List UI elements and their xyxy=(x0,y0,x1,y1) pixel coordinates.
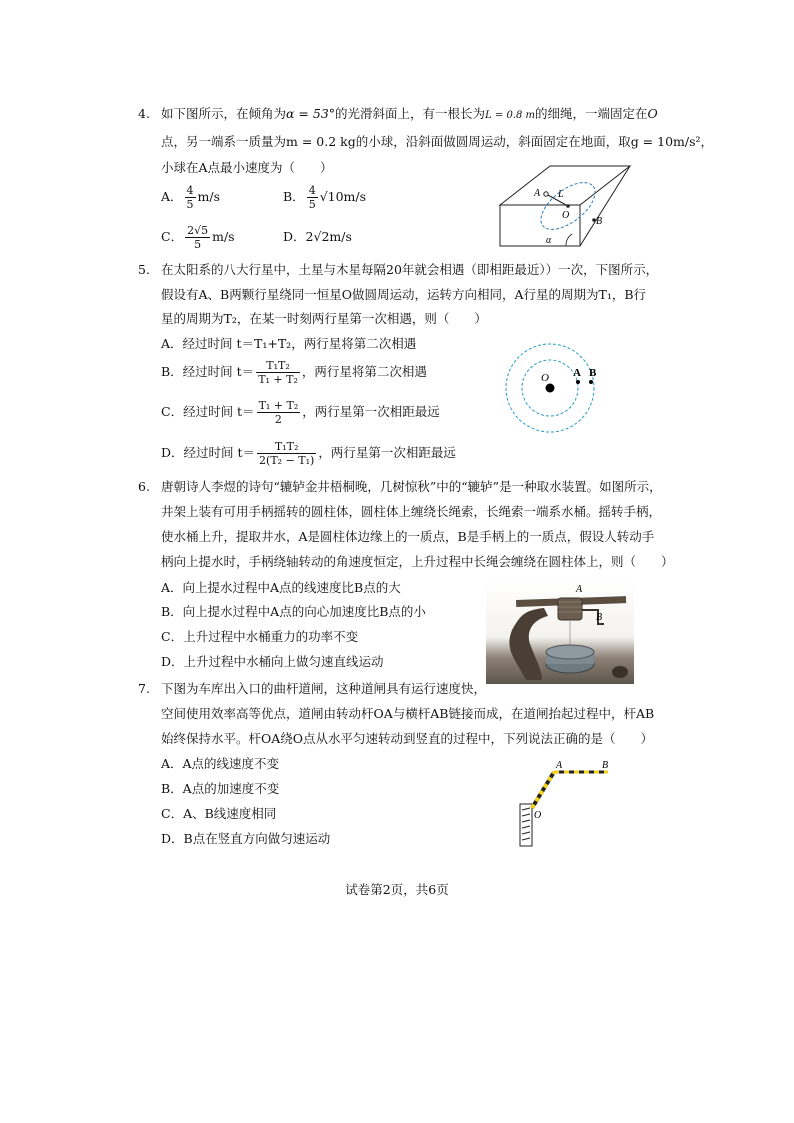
q6-line4: 柄向上提水时，手柄绕轴转动的角速度恒定，上升过程中长绳会缠绕在圆柱体上，则（ ） xyxy=(161,554,674,569)
q5-option-b xyxy=(161,355,427,389)
q4-line1 xyxy=(161,102,658,128)
q5-option-c-num: T₁ + T₂ xyxy=(258,399,299,412)
q4-option-c-fraction xyxy=(185,224,210,251)
q5-option-c-den: 2 xyxy=(274,413,282,426)
q4-option-d-text: 2√2m/s xyxy=(305,229,352,244)
q4-label-a: A xyxy=(534,188,541,199)
q4-option-c-unit: m/s xyxy=(212,229,235,244)
q4-option-b-num: 4 xyxy=(308,184,316,197)
q4-option-a-unit: m/s xyxy=(197,189,221,204)
q6-line1: 唐朝诗人李煜的诗句“辘轳金井梧桐晚，几树惊秋”中的“辘轳”是一种取水装置。如图所示， xyxy=(161,479,662,494)
q5-option-b-fraction xyxy=(256,359,300,386)
q5-line1: 在太阳系的八大行星中，土星与木星每隔20年就会相遇（即相距最近））一次，下图所示， xyxy=(161,262,659,277)
q7-post-hatch xyxy=(522,814,530,816)
q6-line3: 使水桶上升，提取井水，A是圆柱体边缘上的一质点，B是手柄上的一质点，假设人转动手 xyxy=(161,529,655,544)
q4-label-l: L xyxy=(558,189,564,200)
q6-bucket xyxy=(612,666,628,678)
q4-label-o: O xyxy=(562,210,570,221)
q4-option-b-label: B． xyxy=(283,189,305,204)
q7-post-hatch xyxy=(522,832,530,834)
q7-gate-post xyxy=(520,804,532,846)
q7-gate-figure xyxy=(512,758,622,848)
q4-option-a xyxy=(161,182,220,212)
q5-option-d-pre: D．经过时间 t＝ xyxy=(161,445,256,460)
q5-planet-b xyxy=(589,380,593,384)
q4-point-o xyxy=(566,204,570,208)
q5-option-d-den: 2(T₂ − T₁) xyxy=(259,454,315,467)
q4-incline-figure xyxy=(490,160,638,252)
q7-label-b: B xyxy=(602,760,609,771)
q4-option-d-label: D． xyxy=(283,229,306,244)
q5-option-c-pre: C．经过时间 t＝ xyxy=(161,404,255,419)
q4-option-c-num: 2√5 xyxy=(187,224,209,237)
q6-drum xyxy=(558,598,582,620)
q4-string xyxy=(546,194,568,206)
q5-line3: 星的周期为T₂，在某一时刻两行星第一次相遇，则（ ） xyxy=(161,311,487,326)
q6-option-a: A．向上提水过程中A点的线速度比B点的大 xyxy=(161,580,401,595)
q5-option-a: A．经过时间 t＝T₁+T₂，两行星将第二次相遇 xyxy=(161,336,417,351)
q5-option-c xyxy=(161,395,440,429)
q4-option-d xyxy=(283,222,352,252)
q4-line1-c: 的细绳，一端固定在 xyxy=(535,106,648,121)
q5-option-c-fraction xyxy=(257,399,301,426)
q5-option-d-post: ，两行星第一次相距最远 xyxy=(318,445,456,460)
q4-length: L = 0.8 m xyxy=(485,110,536,121)
q4-line1-b: 的光滑斜面上，有一根长为 xyxy=(335,106,486,121)
q4-ball-a xyxy=(544,192,548,196)
q4-option-c-label: C． xyxy=(161,229,184,244)
q4-label-alpha: α xyxy=(546,235,552,246)
q4-option-b xyxy=(283,182,366,212)
q7-post-hatch xyxy=(522,820,530,822)
q6-label-b: B xyxy=(596,612,603,623)
q7-label-o: O xyxy=(534,810,542,821)
q4-angle: α = 53° xyxy=(286,106,336,121)
q4-angle-arc xyxy=(566,234,572,246)
q5-option-b-num: T₁T₂ xyxy=(256,359,300,373)
q7-option-c: C．A、B线速度相同 xyxy=(161,806,277,821)
q4-option-c-den: 5 xyxy=(194,238,202,251)
q5-option-b-post: ，两行星将第二次相遇 xyxy=(301,364,427,379)
q6-option-c: C．上升过程中水桶重力的功率不变 xyxy=(161,629,359,644)
q5-label-a: A xyxy=(573,367,581,379)
q5-label-b: B xyxy=(589,367,597,379)
q4-line3: 小球在A点最小速度为（ ） xyxy=(161,160,333,175)
q6-number: 6. xyxy=(138,479,150,494)
q4-label-b: B xyxy=(596,216,603,227)
q5-line2: 假设有A、B两颗行星绕同一恒星O做圆周运动，运转方向相同，A行星的周期为T₁，B行 xyxy=(161,287,647,302)
q5-option-d-num: T₁T₂ xyxy=(257,440,316,454)
q7-label-a: A xyxy=(556,760,563,771)
q7-post-hatch xyxy=(522,826,530,828)
q4-option-a-fraction xyxy=(185,184,196,211)
q6-label-a: A xyxy=(576,584,583,595)
q5-label-o: O xyxy=(541,372,549,384)
q4-line2: 点，另一端系一质量为m = 0.2 kg的小球，沿斜面做圆周运动，斜面固定在地面，取g = 10m/s²， xyxy=(161,134,714,149)
q4-option-b-den: 5 xyxy=(308,198,316,211)
q5-option-b-pre: B．经过时间 t＝ xyxy=(161,364,255,379)
q4-option-a-num: 4 xyxy=(186,184,194,197)
q5-option-c-post: ，两行星第一次相距最远 xyxy=(302,404,440,419)
q7-option-d: D．B点在竖直方向做匀速运动 xyxy=(161,831,331,846)
q5-star-o xyxy=(546,384,555,393)
q6-line2: 井架上装有可用手柄摇转的圆柱体，圆柱体上缠绕长绳索，长绳索一端系水桶。摇转手柄， xyxy=(161,504,662,519)
q5-number: 5. xyxy=(138,262,150,277)
q4-option-b-fraction xyxy=(307,184,318,211)
q6-option-b: B．向上提水过程中A点的向心加速度比B点的小 xyxy=(161,604,426,619)
q4-incline-top-face xyxy=(500,166,630,205)
q7-option-a: A．A点的线速度不变 xyxy=(161,756,280,771)
q4-option-c xyxy=(161,222,235,252)
q5-option-d-fraction xyxy=(257,440,316,467)
page-footer: 试卷第2页，共6页 xyxy=(345,882,449,897)
q6-option-d: D．上升过程中水桶向上做匀速直线运动 xyxy=(161,654,384,669)
q4-line1-a: 如下图所示，在倾角为 xyxy=(161,106,287,121)
q6-windlass-image xyxy=(486,580,634,684)
q4-option-a-label: A． xyxy=(161,189,183,204)
q5-option-b-den: T₁ + T₂ xyxy=(258,373,298,386)
q7-number: 7. xyxy=(138,681,150,696)
q4-option-a-den: 5 xyxy=(186,198,194,211)
q7-line1: 下图为车库出入口的曲杆道闸，这种道闸具有运行速度快， xyxy=(161,681,487,696)
q4-incline-edge xyxy=(580,166,630,246)
q5-option-d xyxy=(161,436,456,470)
q7-option-b: B．A点的加速度不变 xyxy=(161,781,280,796)
q7-line2: 空间使用效率高等优点，道闸由转动杆OA与横杆AB链接而成，在道闸抬起过程中，杆AB xyxy=(161,706,655,721)
q7-post-hatch xyxy=(522,808,530,810)
q6-well-rim xyxy=(546,645,594,659)
q4-number: 4. xyxy=(138,106,150,121)
q7-post-hatch xyxy=(522,838,530,840)
q5-planet-a xyxy=(576,380,580,384)
q4-point-o: O xyxy=(647,106,658,121)
q5-orbit-figure xyxy=(503,338,603,438)
q7-line3: 始终保持水平。杆OA绕O点从水平匀速转动到竖直的过程中，下列说法正确的是（ ） xyxy=(161,731,654,746)
q4-option-b-unit: √10m/s xyxy=(319,189,367,204)
